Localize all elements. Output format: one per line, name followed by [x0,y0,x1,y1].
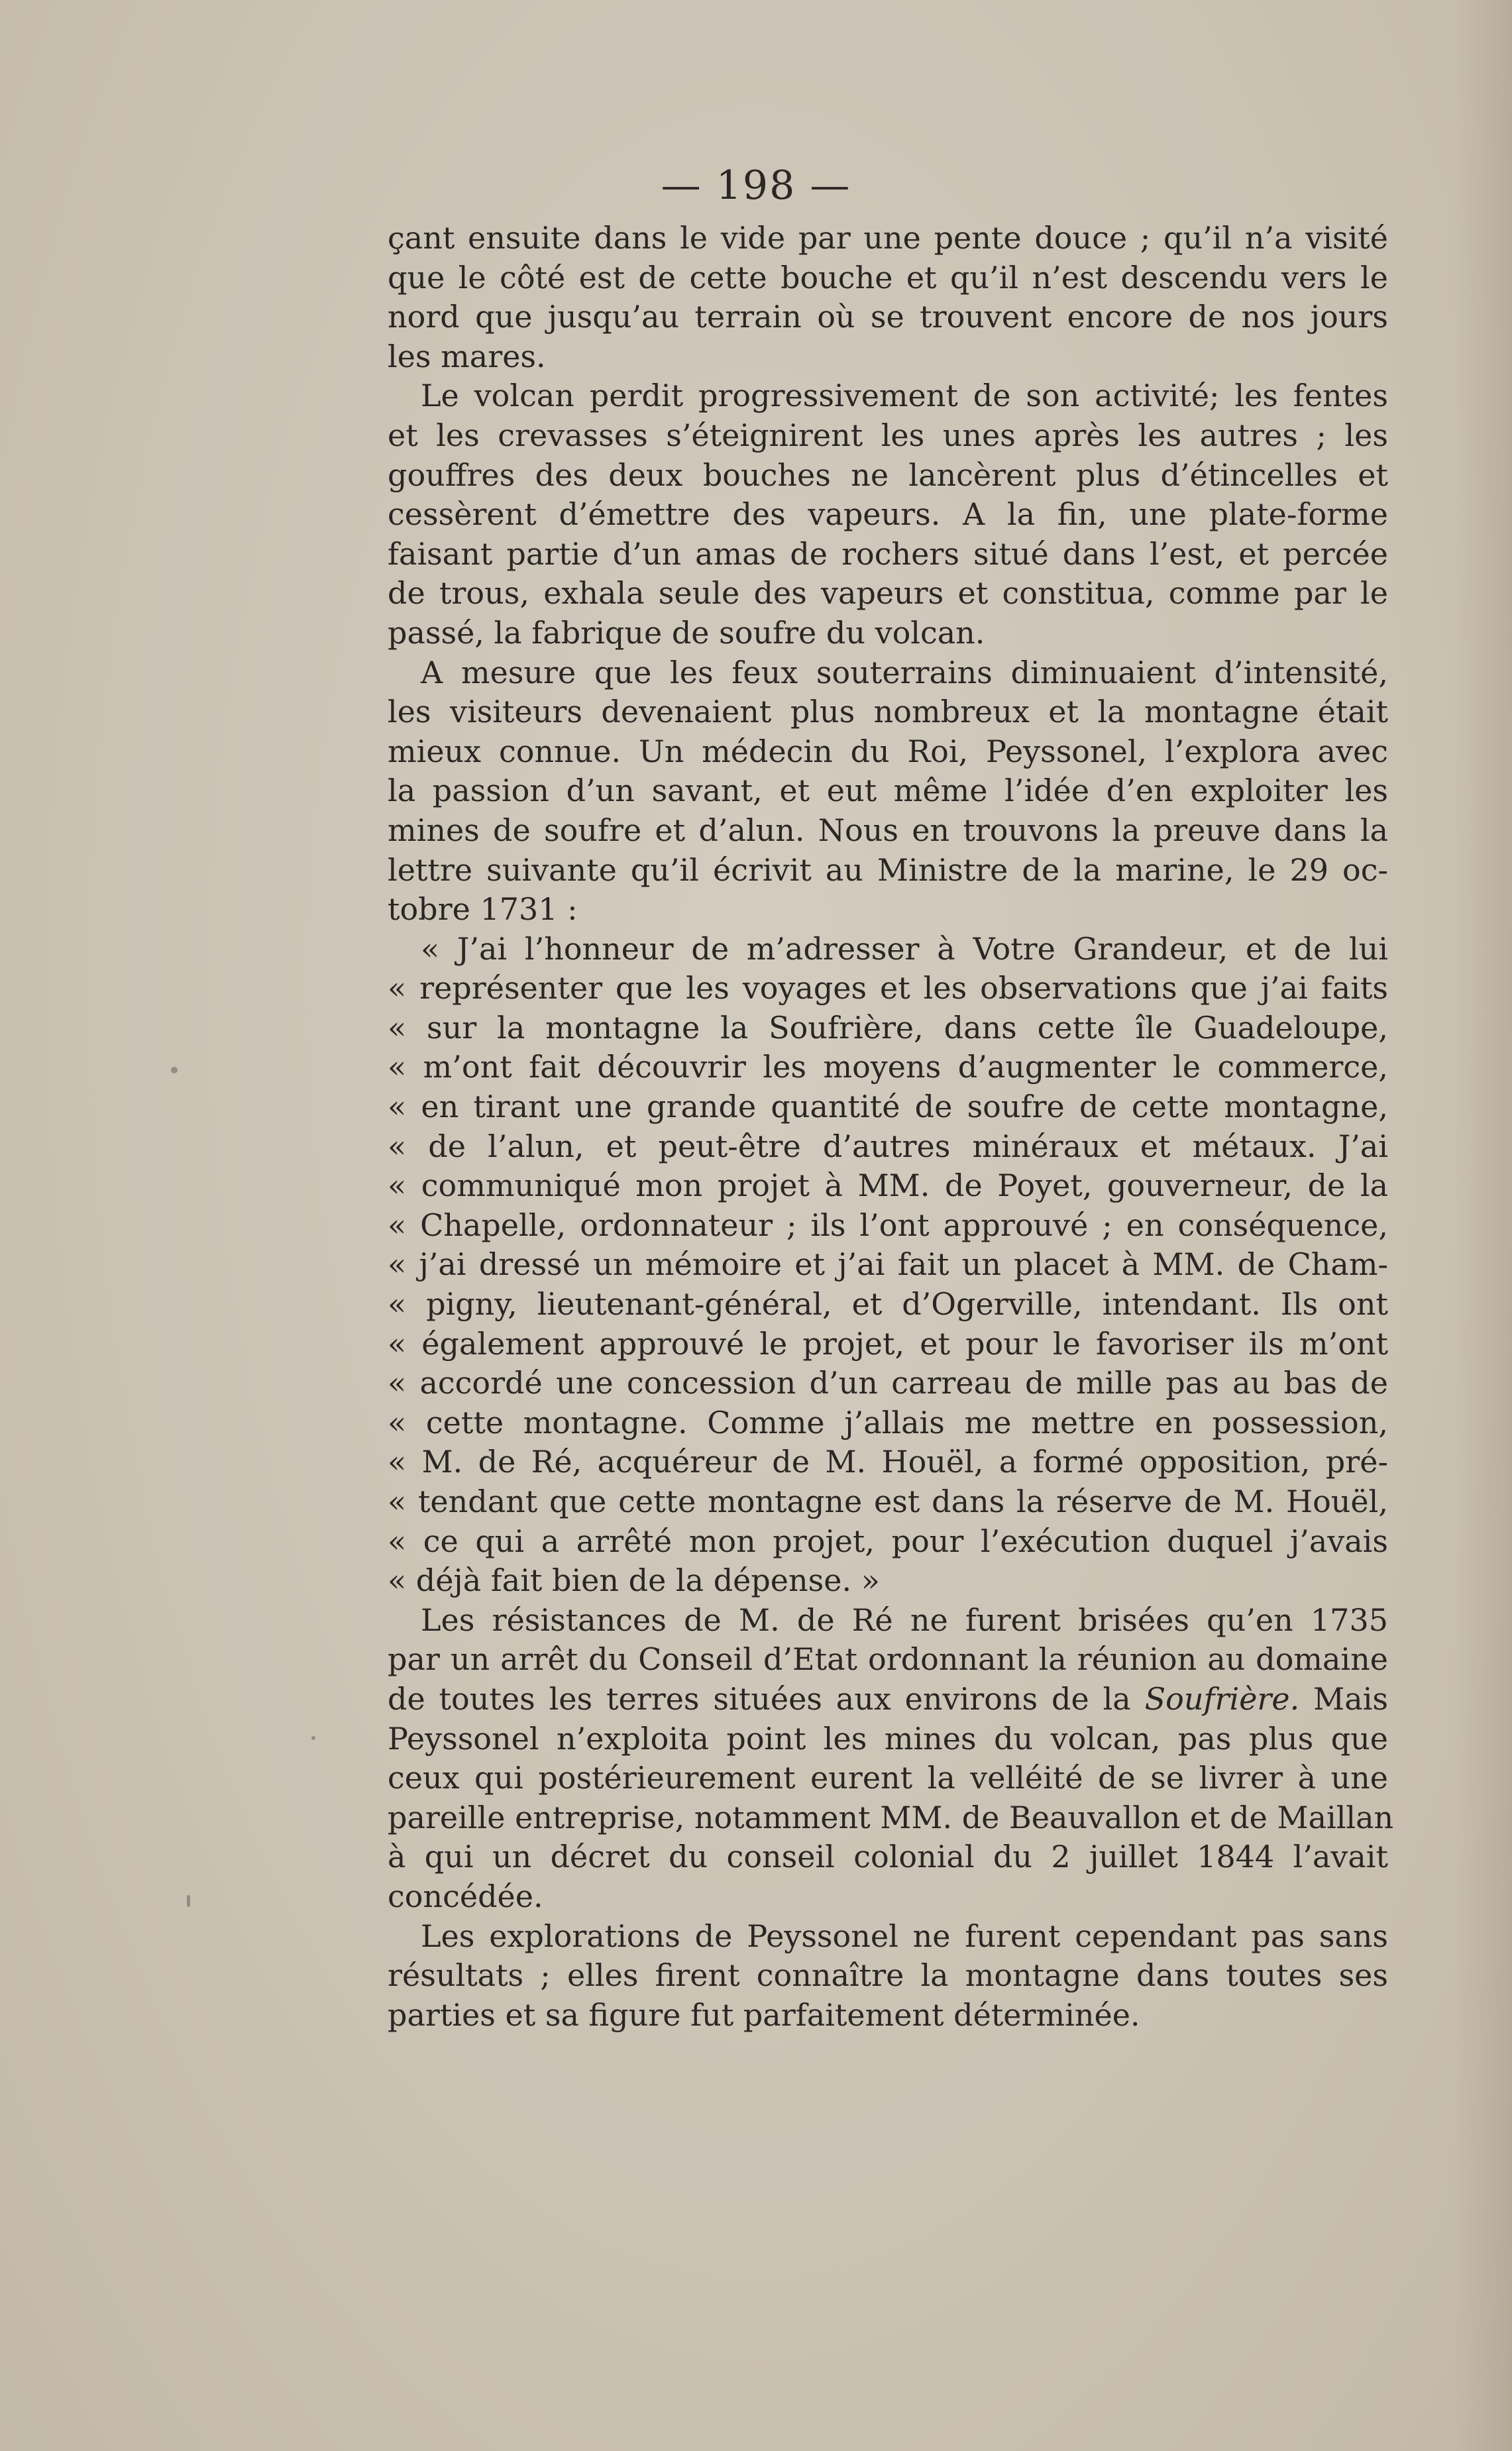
body-text [388,219,1394,2035]
text-line: la passion d’un savant, et eut même l’idée d’en exploiter les [388,773,1388,809]
quote-line: « en tirant une grande quantité de soufre de cette montagne, [388,1089,1388,1125]
text-line: de trous, exhala seule des vapeurs et constitua, comme par le [388,575,1388,612]
quote-line: « pigny, lieutenant-général, et d’Ogerville, intendant. Ils ont [388,1286,1388,1323]
text-line: gouffres des deux bouches ne lancèrent plus d’étincelles et [388,457,1388,493]
quote-line: « m’ont fait découvrir les moyens d’augmenter le commerce, [388,1049,1388,1085]
text-line: les visiteurs devenaient plus nombreux et la montagne était [388,694,1388,730]
page-number: — 198 — [661,162,851,209]
quote-line: « communiqué mon projet à MM. de Poyet, gouverneur, de la [388,1168,1388,1204]
paper-speck [311,1736,315,1740]
quote-line: « ce qui a arrêté mon projet, pour l’exécution duquel j’avais [388,1523,1388,1559]
text-line: çant ensuite dans le vide par une pente douce ; qu’il n’a visité [388,220,1388,256]
paper-speck [171,1067,178,1073]
text-line: ceux qui postérieurement eurent la velléité de se livrer à une [388,1760,1388,1796]
paper-speck [187,1895,190,1907]
text-line: à qui un décret du conseil colonial du 2 juillet 1844 l’avait [388,1839,1388,1875]
text-line: Les explorations de Peyssonel ne furent cependant pas sans [421,1918,1388,1954]
text-line: les mares. [388,338,546,374]
quote-line: « M. de Ré, acquéreur de M. Houël, a formé opposition, pré- [388,1444,1388,1480]
quote-line: « de l’alun, et peut-être d’autres minéraux et métaux. J’ai [388,1128,1388,1164]
text-line: pareille entreprise, notamment MM. de Beauvallon et de Maillan [388,1799,1394,1835]
text-line: Les résistances de M. de Ré ne furent brisées qu’en 1735 [421,1602,1388,1638]
text-line: résultats ; elles firent connaître la montagne dans toutes ses [388,1957,1388,1994]
text-line: cessèrent d’émettre des vapeurs. A la fin, une plate-forme [388,496,1388,533]
text-segment: Mais [1313,1680,1389,1717]
text-line: Le volcan perdit progressivement de son activité; les fentes [421,378,1388,414]
quote-line: « également approuvé le projet, et pour le favoriser ils m’ont [388,1325,1388,1362]
text-line: lettre suivante qu’il écrivit au Ministre de la marine, le 29 oc- [388,851,1388,888]
quote-line: « tendant que cette montagne est dans la réserve de M. Houël, [388,1484,1388,1519]
text-line: tobre 1731 : [388,891,578,928]
text-line: mieux connue. Un médecin du Roi, Peyssonel, l’explora avec [388,733,1388,769]
text-segment: de toutes les terres situées aux environs de la [388,1680,1131,1717]
text-line: faisant partie d’un amas de rochers situé dans l’est, et percée [388,535,1388,572]
text-line: passé, la fabrique de soufre du volcan. [388,614,985,651]
quote-line: « Chapelle, ordonnateur ; ils l’ont approuvé ; en conséquence, [388,1207,1388,1243]
page-edge-shadow [1452,0,1512,2451]
text-line: nord que jusqu’au terrain où se trouvent encore de nos jours [388,299,1388,335]
text-line: que le côté est de cette bouche et qu’il n’est descendu vers le [388,259,1388,296]
quote-line: « cette montagne. Comme j’allais me mettre en possession, [388,1404,1388,1441]
text-line: Peyssonel n’exploita point les mines du volcan, pas plus que [388,1720,1388,1757]
quote-line: « représenter que les voyages et les observations que j’ai faits [388,970,1388,1007]
text-line: parties et sa figure fut parfaitement déterminée. [388,1996,1140,2033]
quote-line: « accordé une concession d’un carreau de mille pas au bas de [388,1365,1388,1401]
text-line: et les crevasses s’éteignirent les unes après les autres ; les [388,417,1388,453]
quote-line: « j’ai dressé un mémoire et j’ai fait un placet à MM. de Cham- [388,1246,1388,1283]
text-line: A mesure que les feux souterrains diminuaient d’intensité, [421,654,1388,690]
text-line: mines de soufre et d’alun. Nous en trouvons la preuve dans la [388,812,1388,848]
text-line [388,1680,1388,1719]
quote-line: « sur la montagne la Soufrière, dans cette île Guadeloupe, [388,1009,1388,1046]
quote-line: « J’ai l’honneur de m’adresser à Votre Grandeur, et de lui [421,930,1388,967]
italic-word: Soufrière. [1144,1680,1300,1717]
text-line: par un arrêt du Conseil d’Etat ordonnant la réunion au domaine [388,1641,1388,1678]
quote-line: « déjà fait bien de la dépense. » [388,1562,880,1599]
text-line: concédée. [388,1878,543,1914]
